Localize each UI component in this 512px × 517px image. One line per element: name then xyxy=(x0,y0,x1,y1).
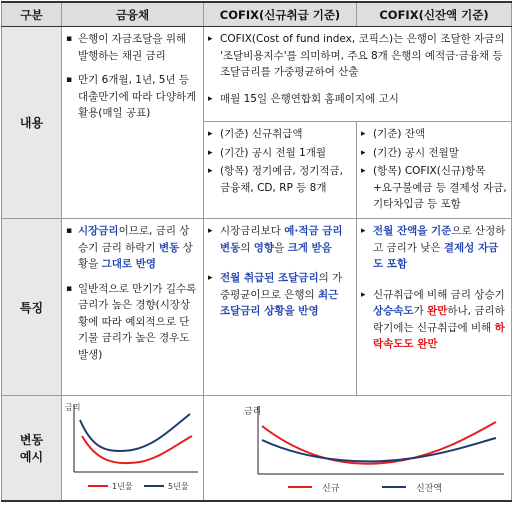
list-item: ▪ 일반적으로 만기가 길수록 금리가 높은 경향(시장상황에 따라 예외적으로 단기물 금리가 높은 경우도 발생) xyxy=(66,282,197,361)
bullet-icon: ▸ xyxy=(361,166,366,176)
header-cofix-balance: COFIX(신잔액 기준) xyxy=(357,2,512,27)
list-item: ▸ COFIX(Cost of fund index, 코픽스)는 은행이 조달한 자금의 '조달비용지수'를 의미하며, 주요 8개 은행의 예적금·금융채 등 조달금리를 가중평균하여 산출 xyxy=(208,33,505,78)
bullet-icon: ▸ xyxy=(361,226,366,236)
list-item: ▪ 은행이 자금조달을 위해 발행하는 채권 금리 xyxy=(66,33,187,62)
example-row xyxy=(2,396,512,502)
bullet-icon: ▸ xyxy=(208,34,213,44)
row-label-example: 변동 예시 xyxy=(2,396,62,502)
example-cofix xyxy=(204,396,512,502)
axis-label: 금리 xyxy=(65,403,81,412)
header-category: 구분 xyxy=(2,2,62,27)
feature-bond xyxy=(62,219,204,396)
list-item: ▸ 전월 잔액을 기준으로 산정하고 금리가 낮은 결제성 자금도 포함 xyxy=(361,225,506,270)
bullet-icon: ▸ xyxy=(361,289,366,300)
content-cofix-common xyxy=(204,27,512,122)
header-cofix-new: COFIX(신규취급 기준) xyxy=(204,2,357,27)
series-line-new xyxy=(262,422,496,464)
legend-label-new: 신규 xyxy=(322,484,340,494)
bullet-icon: ▸ xyxy=(208,147,213,158)
content-bond xyxy=(62,27,204,219)
legend-label-1y: 1년물 xyxy=(112,482,133,491)
list-item: ▪ 시장금리이므로, 금리 상승기 금리 하락기 변동 상황을 그대로 반영 xyxy=(66,225,193,270)
list-item: ▸ (기준) 잔액 xyxy=(361,126,507,143)
header-bond: 금융채 xyxy=(62,2,204,27)
bullet-icon: ▪ xyxy=(66,34,73,44)
content-cofix-balance xyxy=(357,122,512,219)
bullet-icon: ▸ xyxy=(208,93,213,104)
list-item: ▸ 전월 취급된 조달금리의 가중평균이므로 은행의 최근 조달금리 상황을 반영 xyxy=(208,272,343,317)
legend-label-balance: 신잔액 xyxy=(416,484,443,494)
legend-label-5y: 5년물 xyxy=(168,482,189,491)
series-line-5y xyxy=(80,414,190,451)
list-item: ▸ (기간) 공시 전월말 xyxy=(361,145,507,162)
bond-rate-illustration xyxy=(62,396,202,496)
feature-row xyxy=(2,219,512,396)
example-bond xyxy=(62,396,204,502)
bullet-icon: ▸ xyxy=(208,129,213,139)
bullet-icon: ▪ xyxy=(66,75,73,85)
bullet-icon: ▪ xyxy=(66,226,73,236)
list-item: ▪ 만기 6개월, 1년, 5년 등 대출만기에 따라 다양하게 활용(매일 공표) xyxy=(66,74,197,119)
cofix-rate-illustration xyxy=(204,396,510,496)
list-item: ▸ (기간) 공시 전월 1개월 xyxy=(208,145,352,162)
list-item: ▸ 매월 15일 은행연합회 홈페이지에 고시 xyxy=(208,91,507,108)
list-item: ▸ 신규취급에 비해 금리 상승기 상승속도가 완만하나, 금리하락기에는 신규취급에 비해 하락속도도 완만 xyxy=(361,288,505,350)
content-cofix-new xyxy=(204,122,357,219)
bullet-icon: ▸ xyxy=(208,166,213,176)
list-item: ▸ (기준) 신규취급액 xyxy=(208,126,352,143)
bullet-icon: ▪ xyxy=(66,283,73,294)
bullet-icon: ▸ xyxy=(361,129,366,139)
content-row-top xyxy=(2,27,512,122)
bullet-icon: ▸ xyxy=(361,147,366,158)
header-row xyxy=(2,2,512,27)
row-label-feature: 특징 xyxy=(2,219,62,396)
list-item: ▸ (항목) COFIX(신규)항목 +요구불예금 등 결제성 자금, 기타차입금 등 포함 xyxy=(361,165,507,210)
comparison-table xyxy=(1,1,512,502)
list-item: ▸ (항목) 정기예금, 정기적금, 금융채, CD, RP 등 8개 xyxy=(208,165,343,194)
bullet-icon: ▸ xyxy=(208,226,213,236)
feature-cofix-new xyxy=(204,219,357,396)
bullet-icon: ▸ xyxy=(208,273,213,283)
axis-label: 금리 xyxy=(244,407,262,417)
list-item: ▸ 시장금리보다 예·적금 금리 변동의 영향을 크게 받음 xyxy=(208,225,343,254)
row-label-content: 내용 xyxy=(2,27,62,219)
feature-cofix-balance xyxy=(357,219,512,396)
